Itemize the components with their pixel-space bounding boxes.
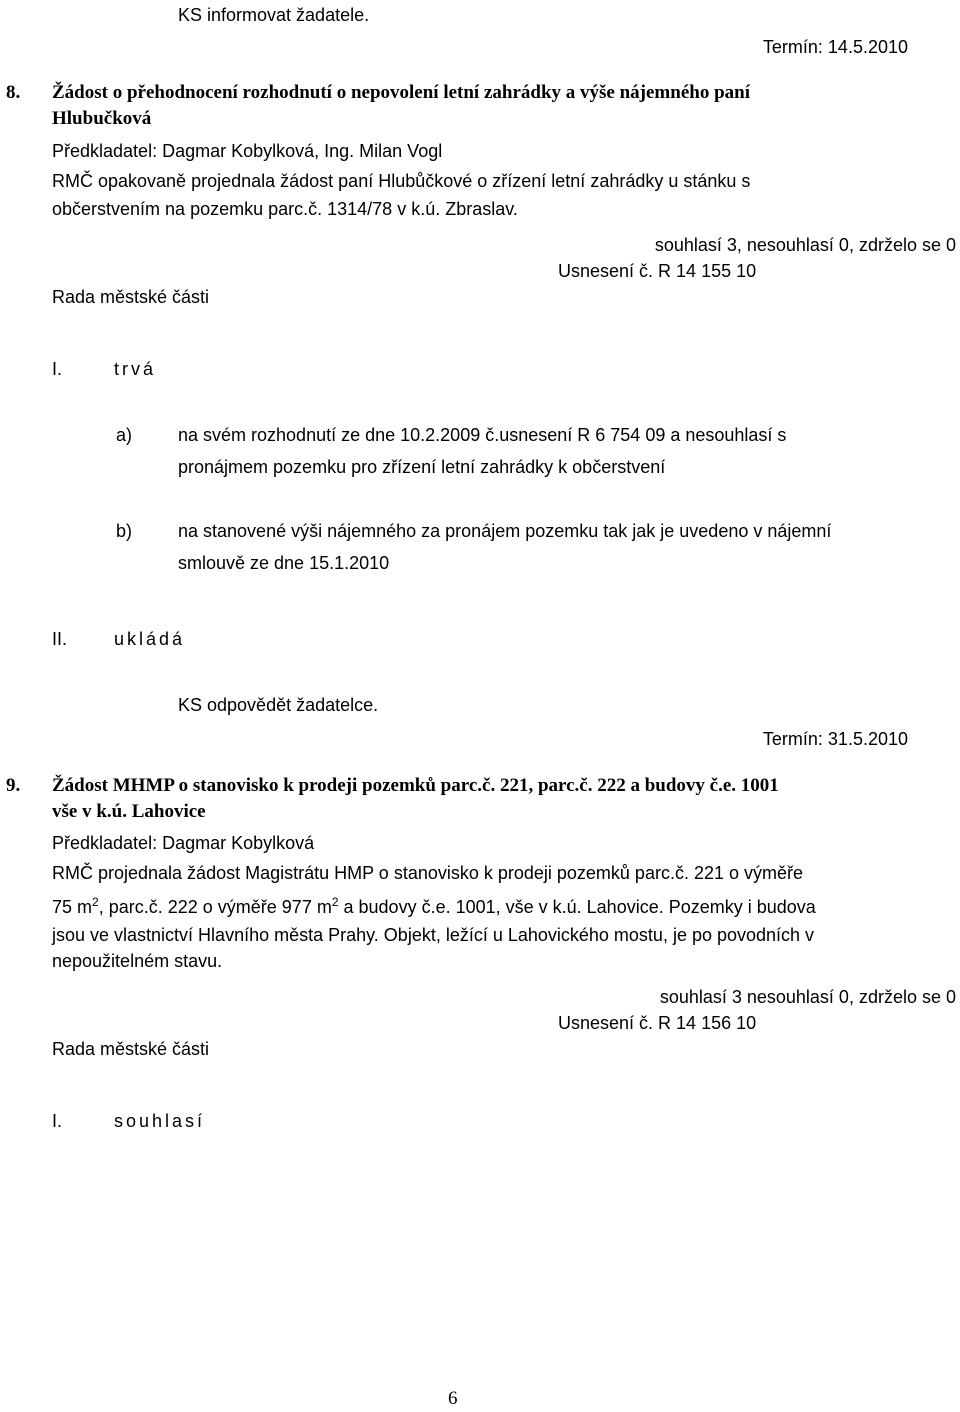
item8-section1-number: I.: [52, 359, 63, 379]
item9-body-line1: RMČ projednala žádost Magistrátu HMP o stanovisko k prodeji pozemků parc.č. 221 o výměře: [52, 863, 804, 883]
item8-point-a-line1: na svém rozhodnutí ze dne 10.2.2009 č.usnesení R 6 754 09 a nesouhlasí s: [178, 425, 787, 445]
item9-body-line4: nepoužitelném stavu.: [52, 951, 223, 971]
superscript-2: 2: [331, 895, 339, 909]
item9-body-line2-part3: a budovy č.e. 1001, vše v k.ú. Lahovice. Pozemky i budova: [338, 897, 816, 917]
item9-vote: souhlasí 3 nesouhlasí 0, zdrželo se 0: [659, 987, 956, 1007]
item9-title-line1: Žádost MHMP o stanovisko k prodeji pozemků parc.č. 221, parc.č. 222 a budovy č.e. 1001: [52, 775, 779, 796]
item9-body-line3: jsou ve vlastnictví Hlavního města Prahy. Objekt, ležící u Lahovického mostu, je po povodních v: [52, 925, 815, 945]
carryover-text: KS informovat žadatele.: [178, 5, 370, 25]
item8-section2-number: II.: [52, 629, 68, 649]
item8-section2-deadline: Termín: 31.5.2010: [762, 729, 908, 749]
item8-point-b-label: b): [116, 521, 133, 541]
item8-point-b-line2: smlouvě ze dne 15.1.2010: [178, 553, 390, 573]
item8-point-b-line1: na stanovené výši nájemného za pronájem pozemku tak jak je uvedeno v nájemní: [178, 521, 832, 541]
item8-proposer: Předkladatel: Dagmar Kobylková, Ing. Milan Vogl: [52, 141, 443, 161]
item8-number: 8.: [6, 82, 21, 103]
item8-point-a-line2: pronájmem pozemku pro zřízení letní zahrádky k občerstvení: [178, 457, 666, 477]
item9-proposer: Předkladatel: Dagmar Kobylková: [52, 833, 315, 853]
item9-council: Rada městské části: [52, 1039, 210, 1059]
item8-vote: souhlasí 3, nesouhlasí 0, zdrželo se 0: [654, 235, 956, 255]
item9-section1-verb: souhlasí: [114, 1111, 206, 1131]
item8-body-line1: RMČ opakovaně projednala žádost paní Hlubůčkové o zřízení letní zahrádky u stánku s: [52, 171, 751, 191]
item9-body-line2: [52, 894, 816, 920]
item8-council: Rada městské části: [52, 287, 210, 307]
item8-title-line2: Hlubučková: [52, 108, 152, 129]
carryover-deadline: Termín: 14.5.2010: [762, 37, 908, 57]
item8-section2-verb: ukládá: [114, 629, 186, 649]
item9-resolution: Usnesení č. R 14 156 10: [558, 1013, 757, 1033]
item9-body-line2-part2: , parc.č. 222 o výměře 977 m: [98, 897, 332, 917]
item8-section2-text: KS odpovědět žadatelce.: [178, 695, 379, 715]
item8-point-a-label: a): [116, 425, 133, 445]
item8-body-line2: občerstvením na pozemku parc.č. 1314/78 v k.ú. Zbraslav.: [52, 199, 518, 219]
item8-section1-verb: trvá: [114, 359, 157, 379]
item8-resolution: Usnesení č. R 14 155 10: [558, 261, 757, 281]
superscript-2: 2: [92, 895, 99, 909]
page-number: 6: [448, 1388, 458, 1409]
item9-title-line2: vše v k.ú. Lahovice: [52, 801, 206, 822]
item9-body-line2-part1: 75 m: [52, 897, 93, 917]
item9-section1-number: I.: [52, 1111, 63, 1131]
item9-number: 9.: [6, 775, 21, 796]
item8-title-line1: Žádost o přehodnocení rozhodnutí o nepovolení letní zahrádky a výše nájemného paní: [52, 82, 750, 103]
